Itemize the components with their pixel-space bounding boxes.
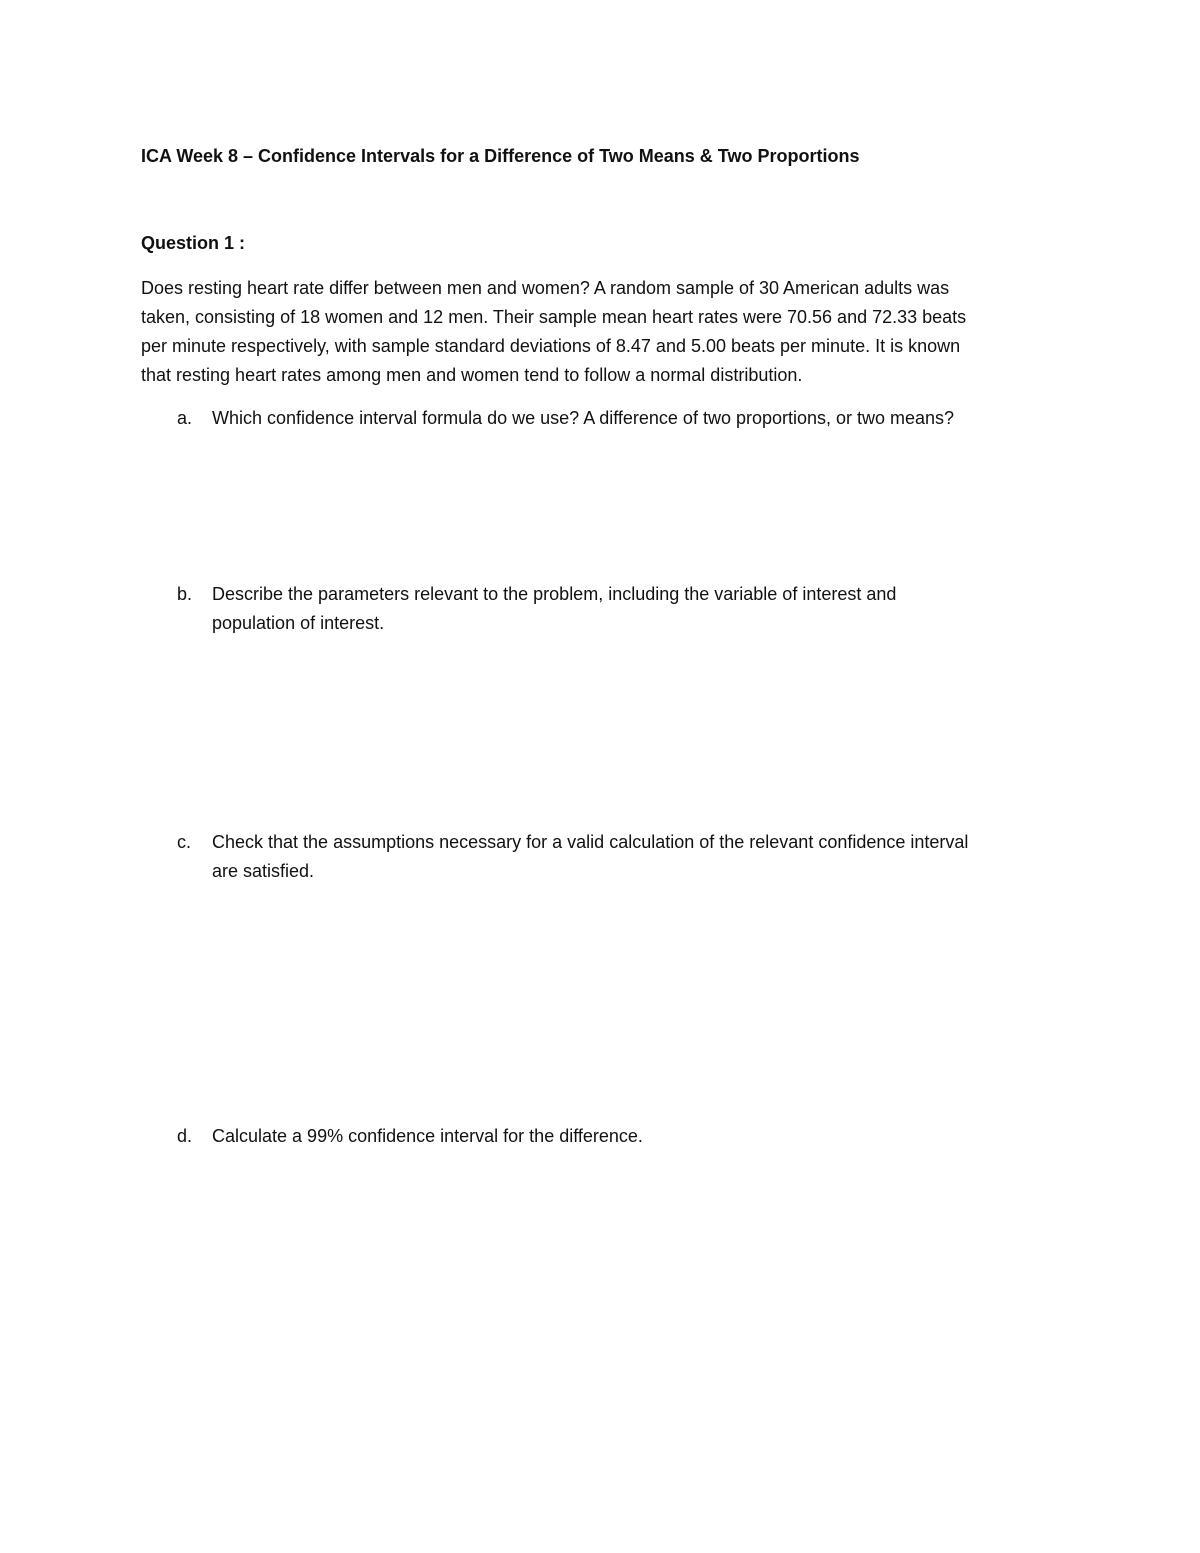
item-line: Calculate a 99% confidence interval for the difference. [212, 1126, 643, 1146]
intro-line: that resting heart rates among men and women tend to follow a normal distribution. [141, 365, 803, 385]
intro-line: taken, consisting of 18 women and 12 men. Their sample mean heart rates were 70.56 and 72.33 beats [141, 307, 967, 327]
item-line: Check that the assumptions necessary for a valid calculation of the relevant confidence interval [212, 832, 969, 852]
item-line: Describe the parameters relevant to the problem, including the variable of interest and [212, 584, 897, 604]
item-line: Which confidence interval formula do we use? A difference of two proportions, or two means? [212, 408, 955, 428]
intro-line: Does resting heart rate differ between men and women? A random sample of 30 American adults was [141, 278, 950, 298]
question-intro [141, 274, 1071, 390]
item-line: are satisfied. [212, 861, 315, 881]
list-item-text [212, 580, 1072, 638]
list-marker: d. [177, 1126, 193, 1146]
item-line: population of interest. [212, 613, 385, 633]
list-marker: c. [177, 832, 192, 852]
list-item-text [212, 828, 1072, 886]
intro-line: per minute respectively, with sample standard deviations of 8.47 and 5.00 beats per minute. It is known [141, 336, 961, 356]
question-heading: Question 1 : [141, 233, 246, 253]
list-item-text [212, 1122, 1072, 1151]
list-marker: a. [177, 408, 193, 428]
document-title: ICA Week 8 – Confidence Intervals for a Difference of Two Means & Two Proportions [141, 146, 860, 166]
list-item-text [212, 404, 1072, 433]
list-marker: b. [177, 584, 193, 604]
